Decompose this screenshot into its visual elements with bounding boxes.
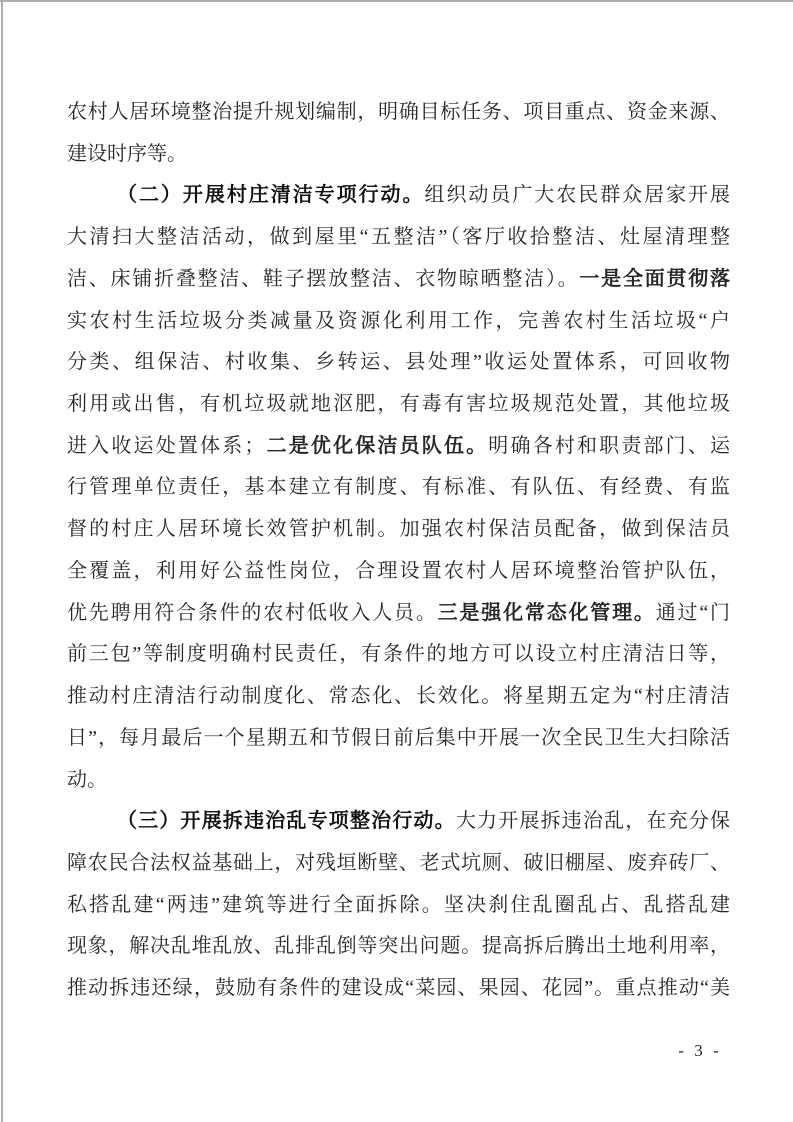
body-text-run: 全覆盖，利用好公益性岗位，合理设置农村人居环境整治管护队伍， xyxy=(67,559,730,582)
text-line xyxy=(67,426,730,468)
body-text-run: 明确各村和职责部门、运 xyxy=(488,434,730,457)
text-line xyxy=(67,175,730,217)
body-text-run: 实农村生活垃圾分类减量及资源化利用工作，完善农村生活垃圾“户 xyxy=(67,309,730,332)
text-line xyxy=(67,676,730,718)
body-text-run: 动。 xyxy=(67,768,107,791)
body-text-run: 大力开展拆违治乱，在充分保 xyxy=(455,810,730,833)
body-text-run: 通过“门 xyxy=(655,601,730,624)
text-line xyxy=(67,885,730,927)
text-line xyxy=(67,92,730,134)
text-line xyxy=(67,551,730,593)
document-lines xyxy=(67,92,730,1010)
text-line xyxy=(67,217,730,259)
section-heading-run: （三）开展拆违治乱专项整治行动。 xyxy=(117,810,456,833)
body-text-run: 二是优化保洁员队伍。 xyxy=(264,434,489,457)
text-line xyxy=(67,968,730,1010)
body-text-run: 优先聘用符合条件的农村低收入人员。 xyxy=(67,601,438,624)
body-text-run: 行管理单位责任，基本建立有制度、有标准、有队伍、有经费、有监 xyxy=(67,476,730,499)
text-line xyxy=(67,134,730,176)
body-text-run: 障农民合法权益基础上，对残垣断壁、老式坑厕、破旧棚屋、废弃砖厂、 xyxy=(67,851,730,874)
section-heading-run: （二）开展村庄清洁专项行动。 xyxy=(117,184,425,207)
text-line xyxy=(67,384,730,426)
body-text-run: 现象，解决乱堆乱放、乱排乱倒等突出问题。提高拆后腾出土地利用率， xyxy=(67,935,730,958)
scan-edge-top-line xyxy=(0,0,793,2)
text-line xyxy=(67,593,730,635)
body-text-run: 推动村庄清洁行动制度化、常态化、长效化。将星期五定为“村庄清洁 xyxy=(67,685,730,708)
text-line xyxy=(67,634,730,676)
body-text-run: 分类、组保洁、村收集、乡转运、县处理”收运处置体系，可回收物 xyxy=(67,351,730,374)
text-line xyxy=(67,467,730,509)
body-text-run: 利用或出售，有机垃圾就地沤肥，有毒有害垃圾规范处置，其他垃圾 xyxy=(67,393,730,416)
body-text-run: 日”，每月最后一个星期五和节假日前后集中开展一次全民卫生大扫除活 xyxy=(67,726,730,749)
body-text-run: 督的村庄人居环境长效管护机制。加强农村保洁员配备，做到保洁员 xyxy=(67,518,730,541)
body-text-run: 组织动员广大农民群众居家开展 xyxy=(424,184,730,207)
text-line xyxy=(67,259,730,301)
text-line xyxy=(67,718,730,760)
body-text-run: 三是强化常态化管理。 xyxy=(437,601,656,624)
body-text-run: 建设时序等。 xyxy=(67,142,187,165)
body-text-run: 农村人居环境整治提升规划编制，明确目标任务、项目重点、资金来源、 xyxy=(67,101,730,123)
body-text-run: 大清扫大整洁活动，做到屋里“五整洁”（客厅收拾整洁、灶屋清理整 xyxy=(67,226,730,249)
body-text-run: 前三包”等制度明确村民责任，有条件的地方可以设立村庄清洁日等， xyxy=(67,643,730,666)
body-text-run: 推动拆违还绿，鼓励有条件的建设成“菜园、果园、花园”。重点推动“美 xyxy=(67,977,730,1000)
scan-edge-left-line xyxy=(1,0,3,1122)
text-line xyxy=(67,760,730,802)
text-line xyxy=(67,342,730,384)
text-line xyxy=(67,926,730,968)
text-line xyxy=(67,301,730,343)
body-text-run: 私搭乱建“两违”建筑等进行全面拆除。坚决刹住乱圈乱占、乱搭乱建 xyxy=(67,893,730,916)
page-number: - 3 - xyxy=(678,1041,720,1060)
text-line xyxy=(67,843,730,885)
body-text-run: 洁、床铺折叠整洁、鞋子摆放整洁、衣物晾晒整洁）。 xyxy=(67,267,580,290)
body-text-run: 一是全面贯彻落 xyxy=(579,267,730,290)
text-line xyxy=(67,801,730,843)
body-text-run: 进入收运处置体系； xyxy=(67,434,265,457)
text-line xyxy=(67,509,730,551)
